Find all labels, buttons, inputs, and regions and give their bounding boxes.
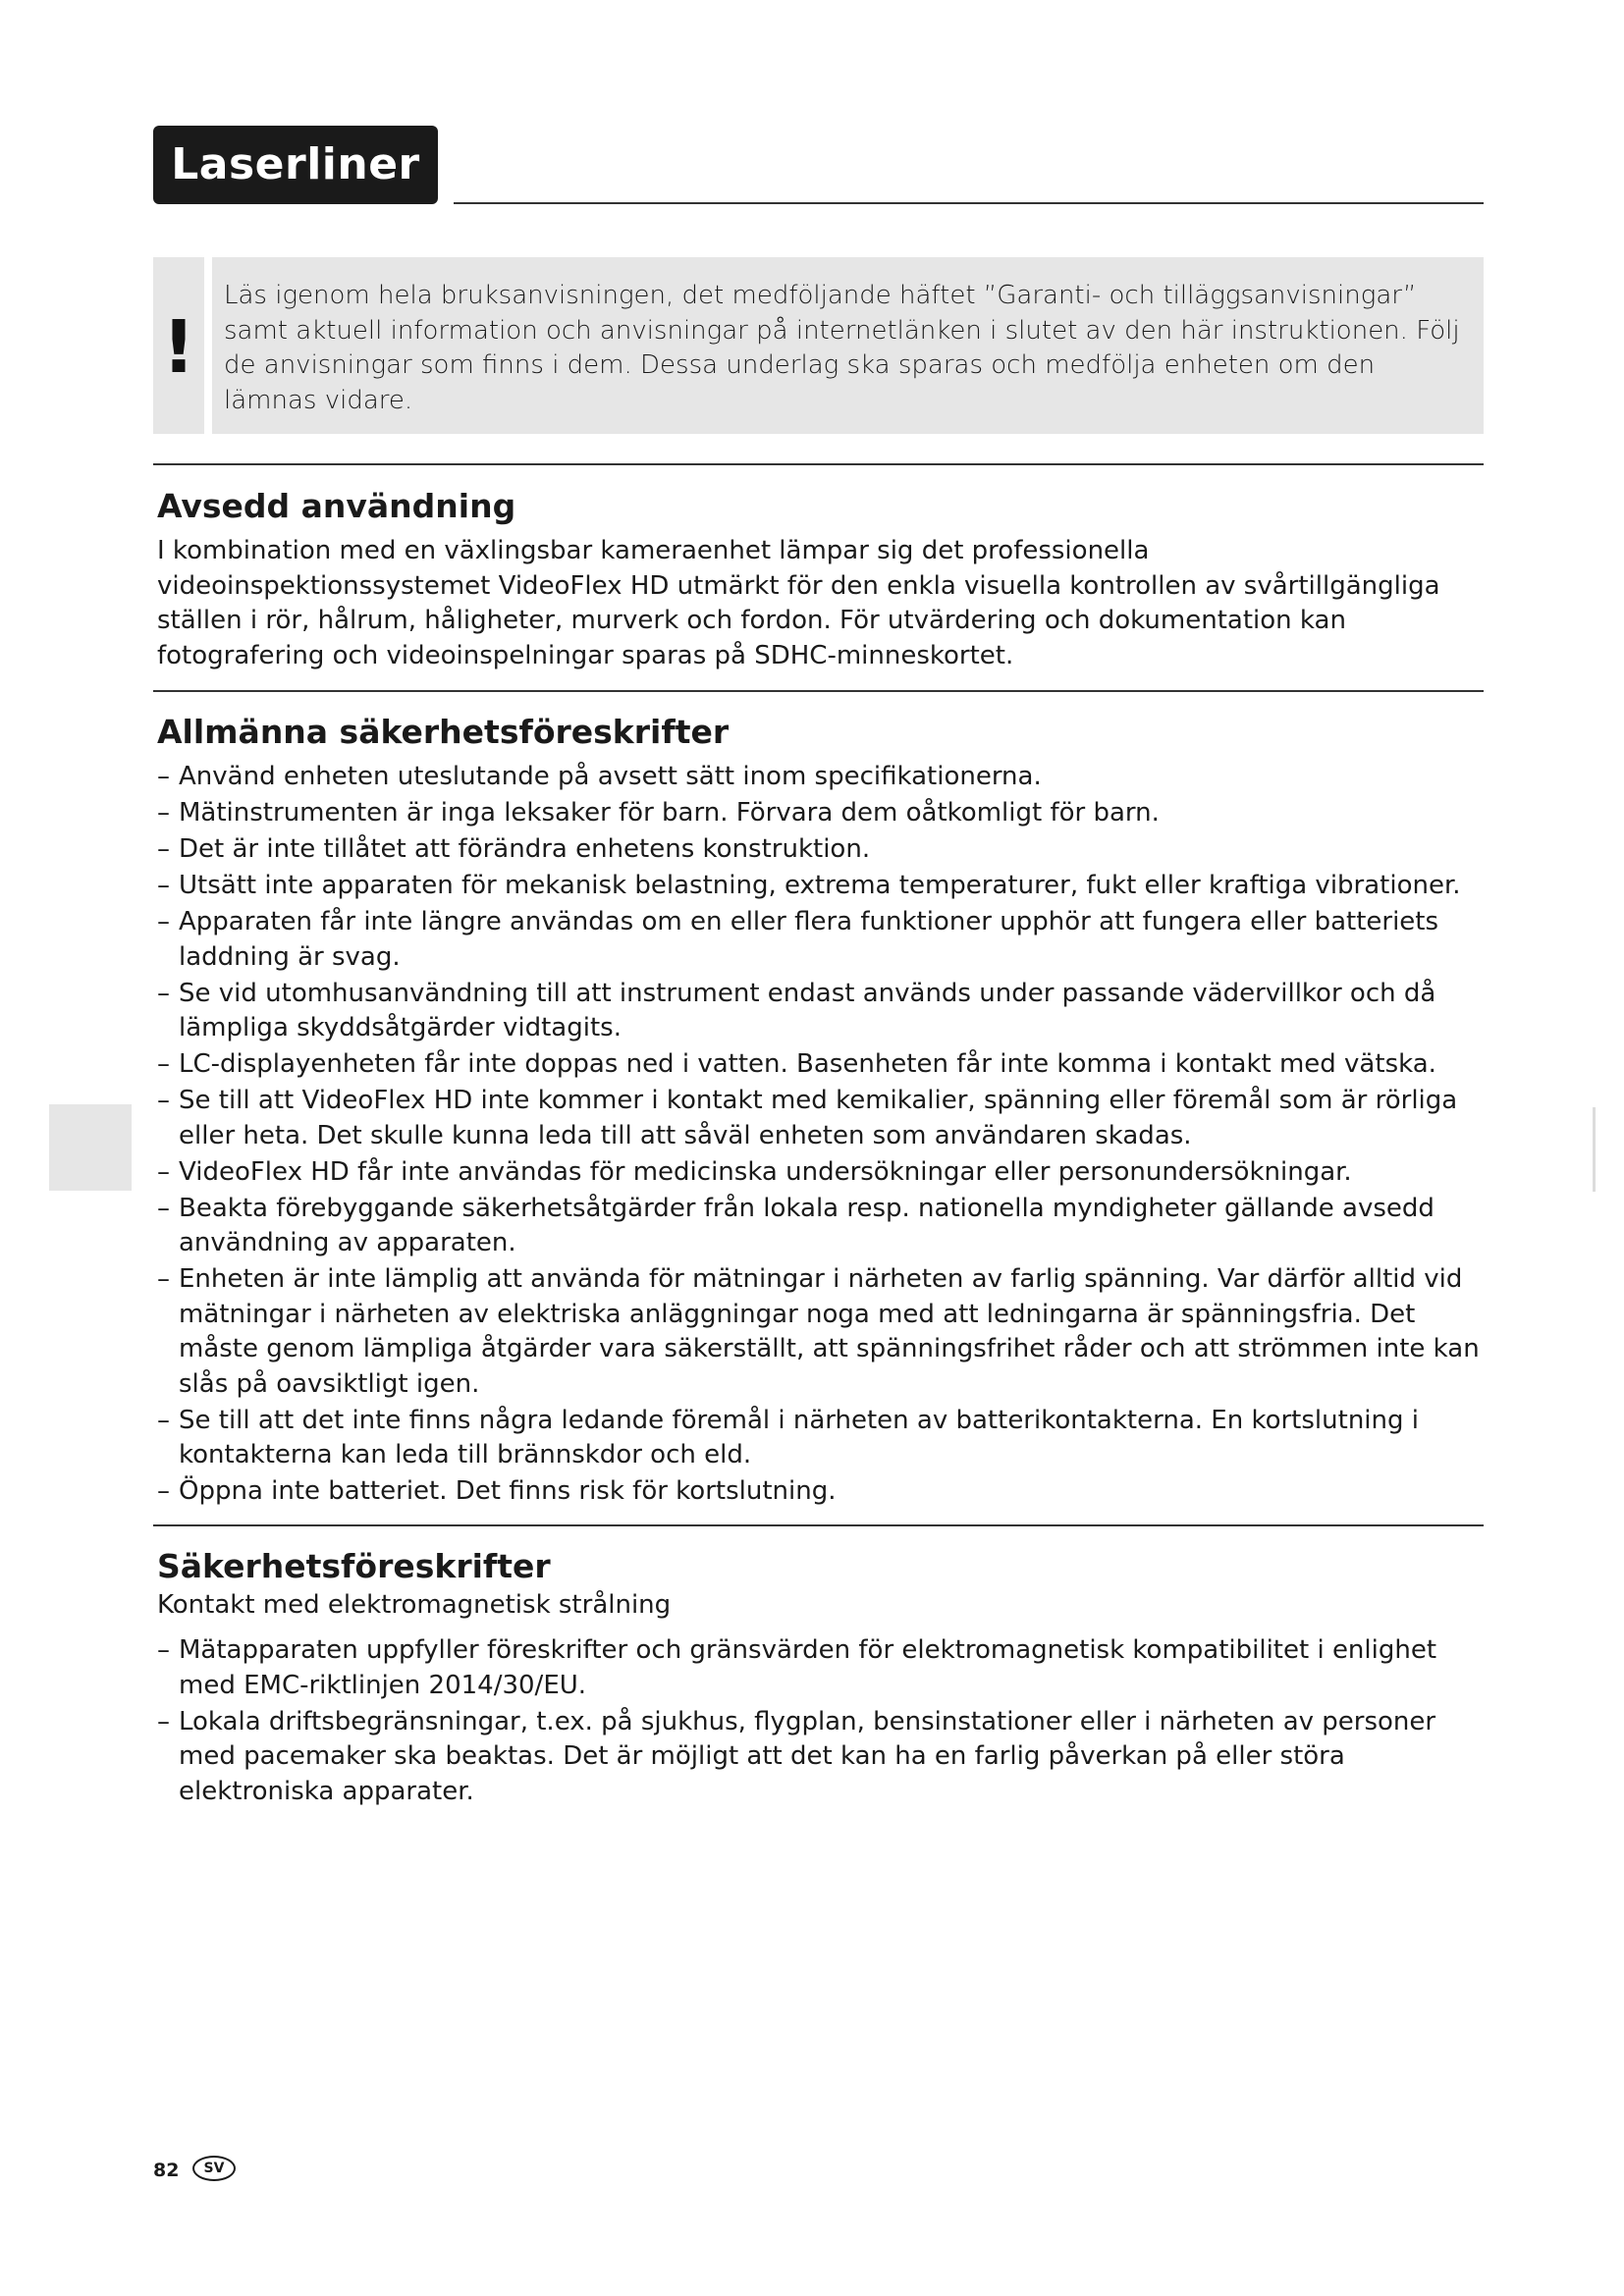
list-item: – Beakta förebyggande säkerhetsåtgärder från lokala resp. nationella myndigheter gällande avsedd användning av apparaten. [157, 1192, 1483, 1261]
section-divider [153, 463, 1484, 465]
list-item: – Se vid utomhusanvändning till att instrument endast används under passande vädervillkor och då lämpliga skyddsåtgärder vidtagits. [157, 977, 1483, 1046]
language-badge: SV [192, 2156, 236, 2181]
warning-icon: ! [153, 257, 204, 434]
brand-logo: Laserliner [153, 126, 438, 204]
section-heading: Allmänna säkerhetsföreskrifter [157, 713, 730, 751]
list-item: – Se till att det inte finns några ledande föremål i närheten av batterikontakterna. En kortslutning i kontakterna kan leda till brännskdor och eld. [157, 1404, 1483, 1473]
edge-marker [1593, 1107, 1596, 1192]
list-item: – Apparaten får inte längre användas om en eller flera funktioner upphör att fungera eller batteriets laddning är svag. [157, 905, 1483, 975]
list-item: – Lokala driftsbegränsningar, t.ex. på sjukhus, flygplan, bensinstationer eller i närheten av personer med pacemaker ska beaktas. Det är möjligt att det kan ha en farlig påverkan på eller störa elektroniska apparater. [157, 1705, 1483, 1810]
list-item: – Utsätt inte apparaten för mekanisk belastning, extrema temperaturer, fukt eller kraftiga vibrationer. [157, 869, 1483, 904]
list-item: – Mätinstrumenten är inga leksaker för barn. Förvara dem oåtkomligt för barn. [157, 796, 1483, 831]
list-item: – Se till att VideoFlex HD inte kommer i kontakt med kemikalier, spänning eller föremål som är rörliga eller heta. Det skulle kunna leda till att såväl enheten som användaren skadas. [157, 1084, 1483, 1153]
safety-list [157, 1633, 1483, 1809]
notice-box [212, 257, 1484, 434]
notice-text: Läs igenom hela bruksanvisningen, det medföljande häftet ”Garanti- och tilläggsanvisningar” samt aktuell information och anvisningar på internetlänken i slutet av den här instruktionen. Följ de anvisningar som finns i dem. Dessa underlag ska sparas och medfölja enheten om den lämnas vidare. [224, 281, 1460, 415]
list-item: – Mätapparaten uppfyller föreskrifter och gränsvärden för elektromagnetisk kompatibilitet i enlighet med EMC-riktlinjen 2014/30/EU. [157, 1633, 1483, 1703]
section-heading: Säkerhetsföreskrifter [157, 1547, 551, 1585]
section-divider [153, 690, 1484, 692]
list-item: – VideoFlex HD får inte användas för medicinska undersökningar eller personundersökningar. [157, 1155, 1483, 1191]
list-item: – Öppna inte batteriet. Det finns risk för kortslutning. [157, 1474, 1483, 1510]
section-subheading: Kontakt med elektromagnetisk strålning [157, 1590, 672, 1620]
section-body: I kombination med en växlingsbar kameraenhet lämpar sig det professionella videoinspektionssystemet VideoFlex HD utmärkt för den enkla visuella kontrollen av svårtillgängliga ställen i rör, hålrum, håligheter, murverk och fordon. För utvärdering och dokumentation kan fotografering och videoinspelningar sparas på SDHC-minneskortet. [157, 536, 1440, 670]
section-general-safety [157, 711, 1483, 1511]
section-intended-use [157, 485, 1483, 673]
header-divider [454, 202, 1484, 204]
list-item: – Det är inte tillåtet att förändra enhetens konstruktion. [157, 832, 1483, 868]
list-item: – Enheten är inte lämplig att använda för mätningar i närheten av farlig spänning. Var därför alltid vid mätningar i närheten av elektriska anläggningar noga med att ledningarna är spänningsfria. Det måste genom lämpliga åtgärder vara säkerställt, att spänningsfrihet råder och att strömmen inte kan slås på oavsiktligt igen. [157, 1262, 1483, 1402]
general-safety-list [157, 760, 1483, 1510]
section-safety [157, 1545, 1483, 1811]
section-heading: Avsedd användning [157, 487, 516, 525]
section-divider [153, 1524, 1484, 1526]
side-tab-marker [49, 1104, 132, 1191]
list-item: – Använd enheten uteslutande på avsett sätt inom specifikationerna. [157, 760, 1483, 795]
list-item: – LC-displayenheten får inte doppas ned i vatten. Basenheten får inte komma i kontakt med vätska. [157, 1047, 1483, 1083]
page-number: 82 [153, 2160, 180, 2181]
